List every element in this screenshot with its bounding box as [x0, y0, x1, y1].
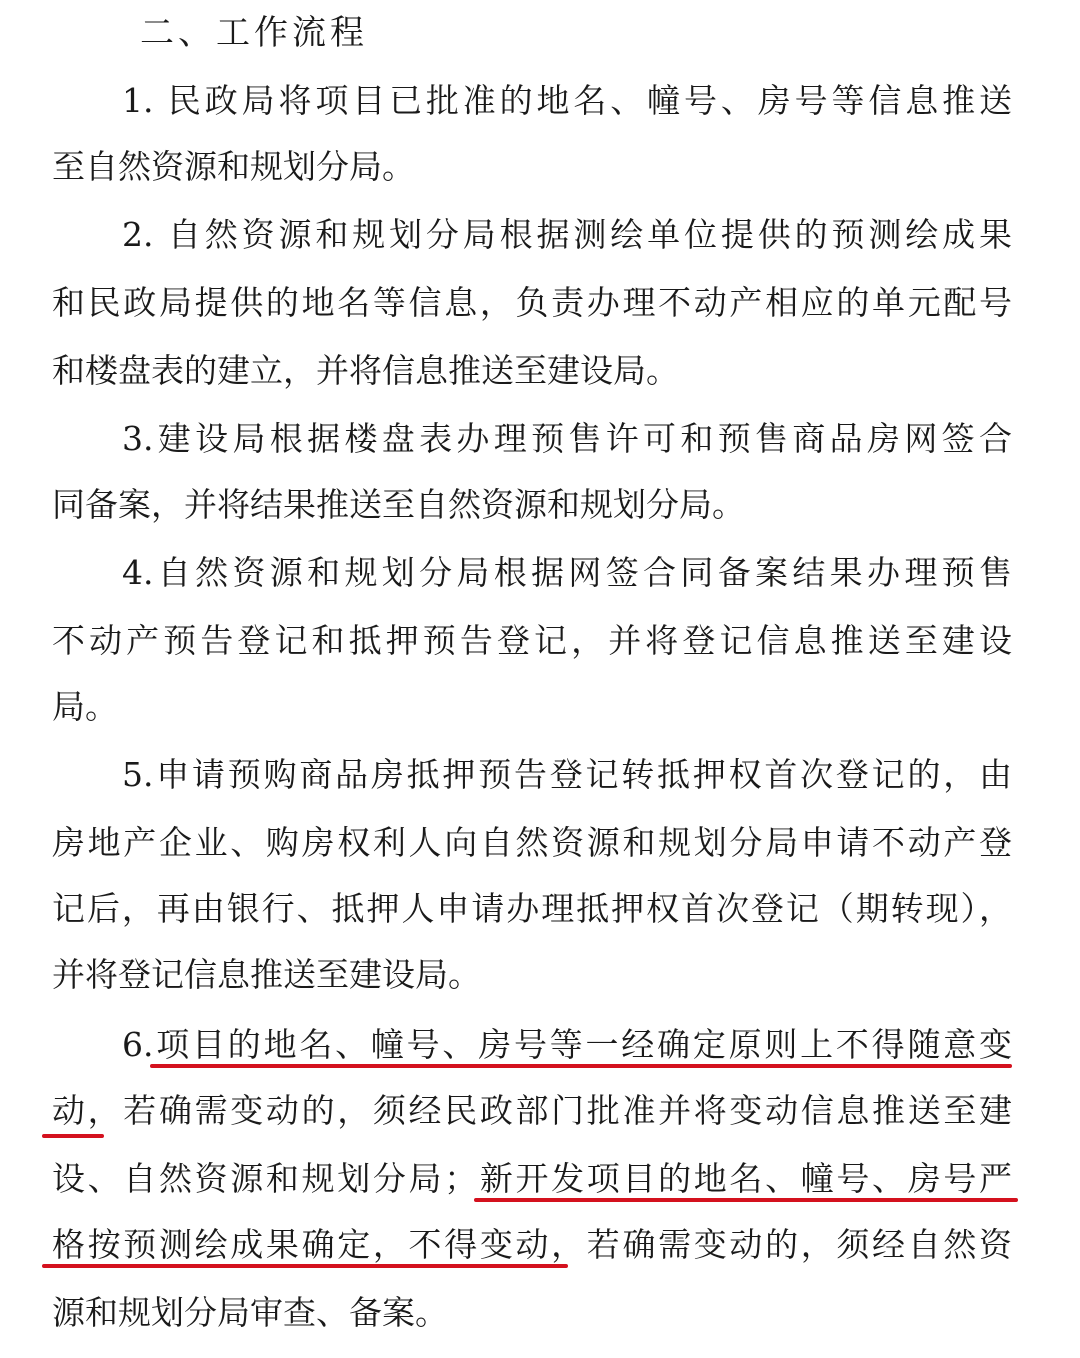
item-5-line-2: 房地产企业、购房权利人向自然资源和规划分局申请不动产登 [52, 823, 1012, 862]
item-6-line-1: 6.项目的地名、幢号、房号等一经确定原则上不得随意变 [122, 1025, 1012, 1064]
red-underline-4 [42, 1264, 568, 1268]
item-2-line-3: 和楼盘表的建立，并将信息推送至建设局。 [52, 351, 679, 390]
item-6-line-3: 设、自然资源和规划分局；新开发项目的地名、幢号、房号严 [52, 1159, 1012, 1198]
red-underline-3 [474, 1198, 1018, 1202]
item-5-line-3: 记后，再由银行、抵押人申请办理抵押权首次登记（期转现）， [52, 889, 1012, 928]
item-6-line-2: 动，若确需变动的，须经民政部门批准并将变动信息推送至建 [52, 1091, 1012, 1130]
item-3-line-1: 3.建设局根据楼盘表办理预售许可和预售商品房网签合 [122, 419, 1012, 458]
item-6-line-4: 格按预测绘成果确定，不得变动，若确需变动的，须经自然资 [52, 1225, 1012, 1264]
red-underline-1 [150, 1064, 1012, 1068]
item-5-line-4: 并将登记信息推送至建设局。 [52, 955, 481, 994]
item-2-line-2: 和民政局提供的地名等信息，负责办理不动产相应的单元配号 [52, 283, 1012, 322]
section-heading: 二、工作流程 [140, 13, 368, 53]
item-2-line-1: 2. 自然资源和规划分局根据测绘单位提供的预测绘成果 [122, 215, 1012, 254]
item-3-line-2: 同备案，并将结果推送至自然资源和规划分局。 [52, 485, 745, 524]
item-4-line-1: 4.自然资源和规划分局根据网签合同备案结果办理预售 [122, 553, 1012, 592]
item-6-line-5: 源和规划分局审查、备案。 [52, 1293, 448, 1332]
item-1-line-2: 至自然资源和规划分局。 [52, 147, 415, 186]
item-1-line-1: 1. 民政局将项目已批准的地名、幢号、房号等信息推送 [122, 81, 1012, 120]
item-4-line-3: 局。 [52, 687, 118, 726]
item-4-line-2: 不动产预告登记和抵押预告登记，并将登记信息推送至建设 [52, 621, 1012, 660]
red-underline-2 [42, 1134, 104, 1138]
item-5-line-1: 5.申请预购商品房抵押预告登记转抵押权首次登记的，由 [122, 755, 1012, 794]
